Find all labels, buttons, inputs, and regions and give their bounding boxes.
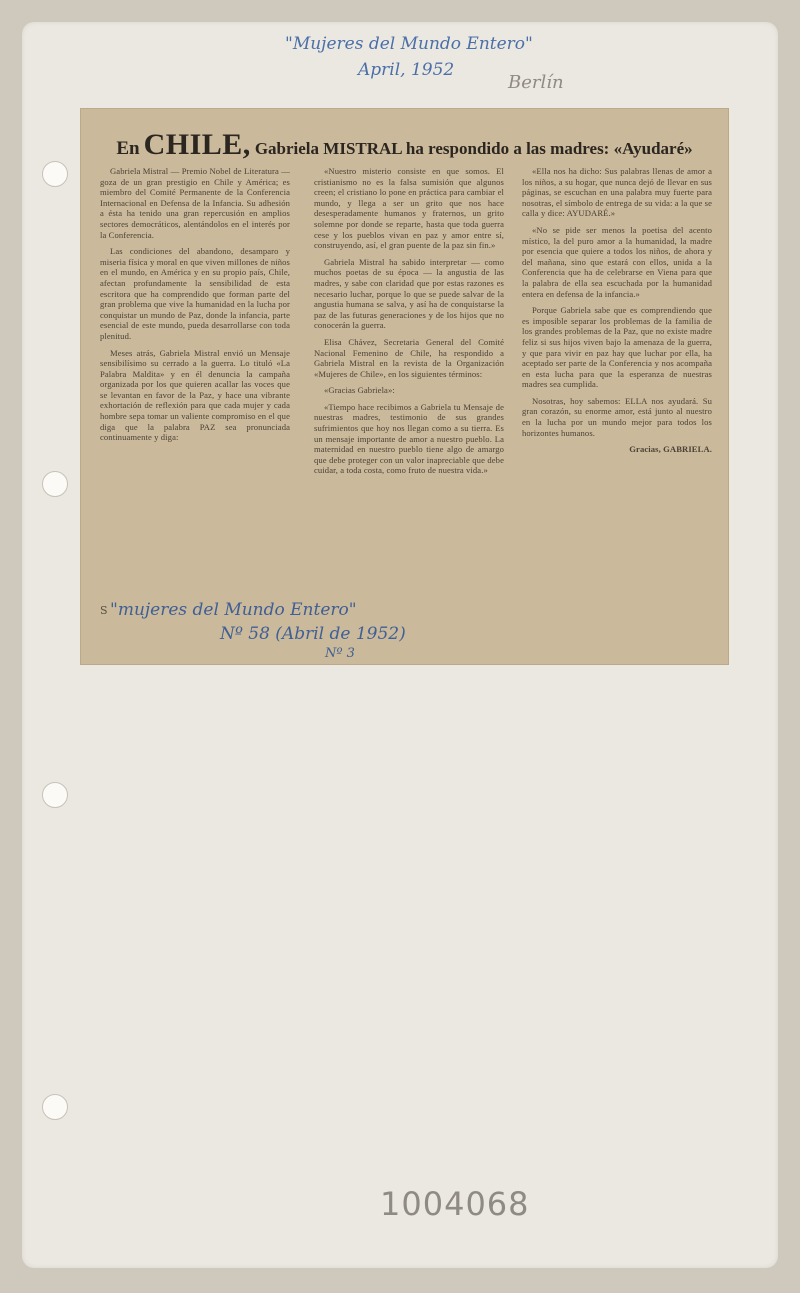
paragraph: Gabriela Mistral ha sabido interpretar — como muchos poetas de su época — la angustia de las madres, y sabe con claridad que por estas razones es necesario luchar, porque lo que se puede salvar de la angustia humana se salva, y así ha de conquistarse la paz de las futuras generaciones y de los hijos que no conocerán la guerra.: [314, 256, 504, 331]
headline-country: CHILE,: [143, 128, 251, 161]
column-marker: S: [100, 604, 108, 617]
handwritten-source-line-1: "mujeres del Mundo Entero": [110, 600, 357, 620]
archive-stamp-number: 1004068: [380, 1185, 530, 1223]
handwritten-source-line-2: Nº 58 (Abril de 1952): [220, 624, 406, 644]
headline-rest: Gabriela MISTRAL ha respondido a las madres: «Ayudaré»: [254, 139, 693, 158]
paragraph: Gabriela Mistral — Premio Nobel de Literatura — goza de un gran prestigio en Chile y América; es miembro del Comité Permanente de la Conferencia Internacional en Defensa de la Infancia. Su adhesión a ésta ha tenido una gran repercusión en amplios sectores democráticos, alentándolos en el interés por la Conferencia.: [100, 166, 290, 240]
binder-hole: [42, 782, 68, 808]
paragraph: «Gracias Gabriela»:: [324, 385, 395, 396]
article-signature: Gracias, GABRIELA.: [629, 444, 712, 455]
paragraph: Elisa Chávez, Secretaria General del Comité Nacional Femenino de Chile, ha respondido a Gabriela Mistral en la revista de la Organización «Mujeres de Chile», en los siguientes términos:: [314, 336, 504, 379]
paragraph: «Ella nos ha dicho: Sus palabras llenas de amor a los niños, a su hogar, que nunca dejó de llevar en sus páginas, se escuchan en una palabra muy fuerte para nosotras, el símbolo de entrega de su vida: a la que se calla y dice: AYUDARÉ.»: [522, 166, 712, 219]
article-column-1: [100, 166, 290, 596]
paragraph: «Nuestro misterio consiste en que somos. El cristianismo no es la falsa sumisión que algunos creen; el cristiano lo pone en práctica para cambiar el mundo, y llega a ser un grito que nos hace desesperadamente humanos y fraternos, un grito solemne por donde se reparte, hasta que toda guerra cese y los pueblos vivan en paz y amor entre sí, construyendo, así, el gran puente de la paz sin fin.»: [314, 166, 504, 251]
headline-prefix: En: [116, 138, 140, 159]
article-column-3: [522, 166, 712, 701]
binder-hole: [42, 161, 68, 187]
newspaper-clipping: [80, 108, 729, 665]
paragraph: Las condiciones del abandono, desamparo y miseria física y moral en que viven millones de niños en el mundo, en América y en su propio país, Chile, afectan profundamente la sensibilidad de esta escritora que ha comprendido que forman parte del gran problema que vive la humanidad en la lucha por conquistar un mundo de Paz, donde la infancia, parte esencial de este mundo, pueda desarrollarse con toda plenitud.: [100, 246, 290, 341]
article-headline: [80, 128, 729, 162]
binder-hole: [42, 471, 68, 497]
handwritten-publication-title: "Mujeres del Mundo Entero": [285, 34, 533, 54]
handwritten-date: April, 1952: [358, 60, 455, 80]
handwritten-city: Berlín: [508, 72, 564, 93]
paragraph: Meses atrás, Gabriela Mistral envió un Mensaje sensibilísimo su cerrado a la guerra. Lo tituló «La Palabra Maldita» y en él denuncia la campaña organizada por los que quieren acallar las voces que se levantan en favor de la Paz, y hace una vibrante exhortación de reflexión para que cada mujer y cada hombre sepa tomar un valiente compromiso en el que diga que la palabra PAZ sea pronunciada continuamente y diga:: [100, 347, 290, 443]
article-column-2: [314, 166, 504, 701]
paragraph: Porque Gabriela sabe que es comprendiendo que es imposible separar los problemas de la familia de los grandes problemas de la Paz, que no existe madre feliz si sus hijos viven bajo la amenaza de la guerra, y que para vivir en paz hay que luchar por ella, ha aceptado ser parte de la Conferencia y nos acompaña en esta lucha para que la esperanza de nuestras madres sea cumplida.: [522, 305, 712, 390]
handwritten-source-line-3: Nº 3: [325, 646, 355, 661]
binder-hole: [42, 1094, 68, 1120]
paragraph: Nosotras, hoy sabemos: ELLA nos ayudará. Su gran corazón, su enorme amor, está junto al nuestro en la lucha por un mundo mejor para todos los horizontes humanos.: [522, 395, 712, 438]
paragraph: «No se pide ser menos la poetisa del acento místico, la del puro amor a la humanidad, la madre por esencia que quiere a todos los niños, de ahora y del mañana, sino que estará con ellos, unida a la Conferencia que ha de celebrarse en Viena para que la palabra de ella sea escuchada por la humanidad entera en defensa de la infancia.»: [522, 224, 712, 299]
paragraph: «Tiempo hace recibimos a Gabriela tu Mensaje de nuestras madres, testimonio de sus grandes sufrimientos que hoy nos llegan como a su tierra. Es un mensaje importante de amor a nuestro pueblo. La maternidad en nuestro pueblo tiene algo de amargo que debe proteger con un valor inapreciable que debe cuidar, a toda costa, como fruto de nuestra vida.»: [314, 401, 504, 476]
